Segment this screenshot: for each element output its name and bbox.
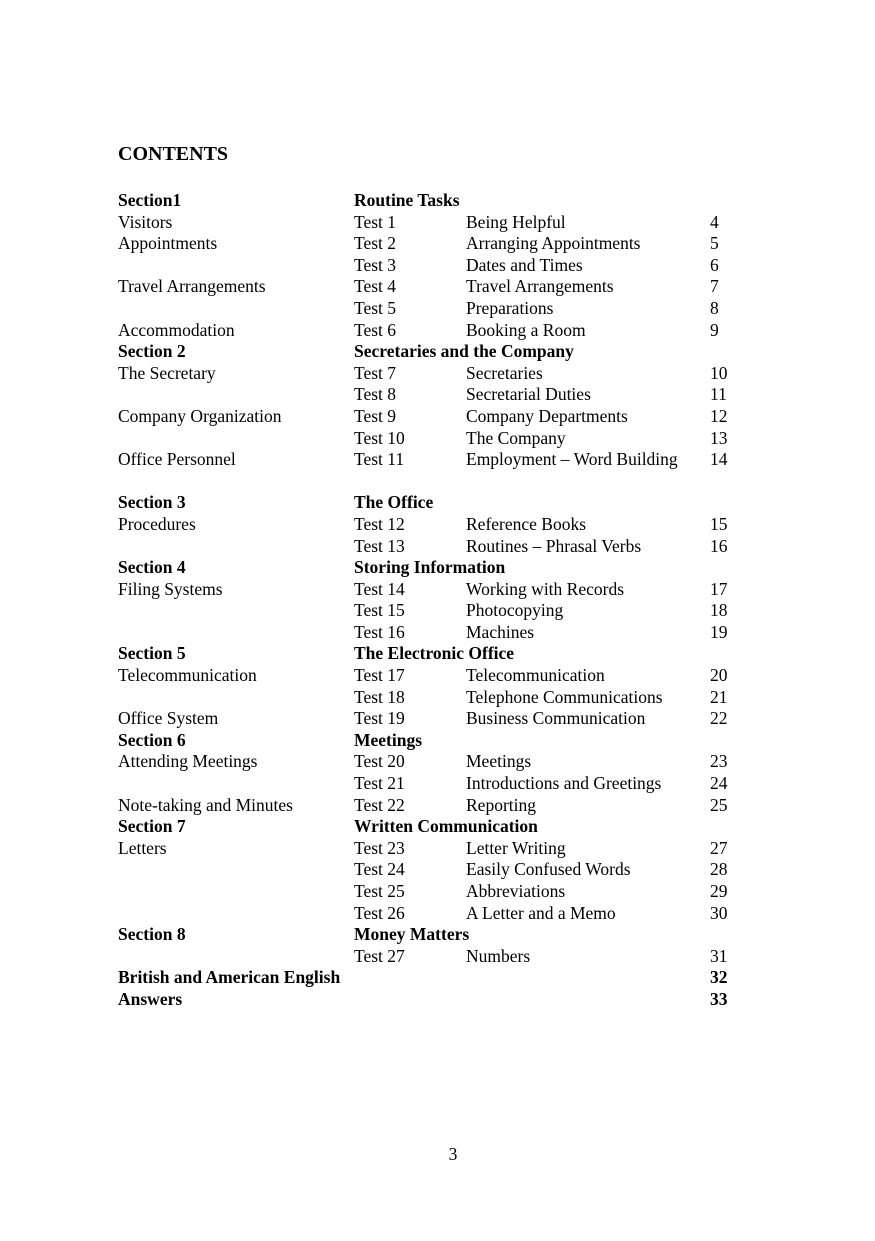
toc-entry-row: [118, 363, 758, 385]
page-ref: 27: [710, 837, 728, 858]
section-title: Meetings: [354, 729, 423, 750]
toc-entry-row: [118, 795, 758, 817]
test-title: Being Helpful: [466, 211, 566, 232]
toc-entry-row: [118, 838, 758, 860]
section-heading-row: [118, 492, 758, 514]
test-number: Test 8: [354, 384, 397, 405]
topic-label: Attending Meetings: [118, 751, 258, 772]
test-number: Test 23: [354, 837, 405, 858]
toc-entry-row: [118, 514, 758, 536]
section-title: Secretaries and the Company: [354, 341, 574, 362]
page-ref: 33: [710, 988, 728, 1009]
test-number: Test 5: [354, 297, 397, 318]
page-ref: 18: [710, 600, 728, 621]
page-ref: 23: [710, 751, 728, 772]
section-title: Routine Tasks: [354, 190, 460, 210]
page-ref: 6: [710, 254, 719, 275]
toc-entry-row: [118, 579, 758, 601]
topic-label: Visitors: [118, 211, 173, 232]
page-number: 3: [448, 1144, 458, 1164]
topic-label: Note-taking and Minutes: [118, 794, 293, 815]
section-heading-row: [118, 341, 758, 363]
test-number: Test 10: [354, 427, 405, 448]
topic-label: Travel Arrangements: [118, 276, 266, 297]
page-ref: 21: [710, 686, 728, 707]
topic-label: The Secretary: [118, 362, 216, 383]
test-title: Reporting: [466, 794, 536, 815]
section-title: The Electronic Office: [354, 643, 515, 664]
toc-entry-row: [118, 276, 758, 298]
section-title: Storing Information: [354, 557, 506, 578]
test-title: Working with Records: [466, 578, 625, 599]
page-ref: 13: [710, 427, 728, 448]
test-number: Test 21: [354, 773, 405, 794]
page-ref: 10: [710, 362, 728, 383]
appendix-title: Answers: [118, 988, 183, 1009]
test-number: Test 6: [354, 319, 397, 340]
section-title: The Office: [354, 492, 434, 513]
test-title: Telephone Communications: [466, 686, 663, 707]
toc-entry-row: [118, 600, 758, 622]
test-title: Arranging Appointments: [466, 233, 641, 254]
page-ref: 11: [710, 384, 727, 405]
page-ref: 16: [710, 535, 728, 556]
test-title: Dates and Times: [466, 254, 583, 275]
section-label: Section 6: [118, 729, 186, 750]
page-ref: 17: [710, 578, 728, 599]
test-number: Test 1: [354, 211, 397, 232]
page-ref: 24: [710, 773, 728, 794]
page-ref: 8: [710, 297, 719, 318]
test-title: Abbreviations: [466, 881, 566, 901]
section-heading-row: [118, 816, 758, 838]
test-title: Introductions and Greetings: [466, 773, 662, 794]
section-heading-row: [118, 643, 758, 665]
test-title: Employment – Word Building: [466, 449, 678, 470]
section-title: Money Matters: [354, 924, 470, 945]
test-number: Test 2: [354, 233, 397, 254]
section-heading-row: [118, 190, 758, 212]
page-title: CONTENTS: [118, 143, 229, 165]
section-title: Written Communication: [354, 816, 538, 837]
page-ref: 31: [710, 945, 728, 966]
page-ref: 15: [710, 513, 728, 534]
test-number: Test 15: [354, 600, 405, 621]
toc-entry-row: [118, 881, 758, 903]
test-number: Test 25: [354, 881, 405, 901]
page-ref: 28: [710, 859, 728, 880]
toc-entry-row: [118, 536, 758, 558]
topic-label: Office Personnel: [118, 449, 236, 470]
section-label: Section 4: [118, 557, 186, 578]
toc-entry-row: [118, 751, 758, 773]
test-number: Test 7: [354, 362, 397, 383]
page-ref: 32: [710, 967, 728, 988]
test-number: Test 14: [354, 578, 405, 599]
test-title: Preparations: [466, 297, 554, 318]
page-ref: 7: [710, 276, 719, 297]
toc-entry-row: [118, 449, 758, 492]
test-title: Routines – Phrasal Verbs: [466, 535, 642, 556]
toc-entry-row: [118, 946, 758, 968]
test-title: Travel Arrangements: [466, 276, 614, 297]
appendix-row: [118, 967, 758, 989]
toc-entry-row: [118, 428, 758, 450]
test-number: Test 16: [354, 621, 405, 642]
page-ref: 22: [710, 708, 728, 729]
page-ref: 5: [710, 233, 719, 254]
test-title: Telecommunication: [466, 665, 605, 686]
toc-entry-row: [118, 233, 758, 255]
table-of-contents: [118, 190, 758, 1011]
section-label: Section 7: [118, 816, 186, 837]
toc-entry-row: [118, 255, 758, 277]
test-number: Test 9: [354, 405, 397, 426]
topic-label: Letters: [118, 837, 167, 858]
test-title: Letter Writing: [466, 837, 566, 858]
test-title: Reference Books: [466, 513, 587, 534]
page-ref: 4: [710, 211, 719, 232]
test-number: Test 13: [354, 535, 405, 556]
test-number: Test 19: [354, 708, 405, 729]
section-label: Section1: [118, 190, 182, 210]
topic-label: Company Organization: [118, 405, 282, 426]
section-heading-row: [118, 730, 758, 752]
topic-label: Telecommunication: [118, 665, 257, 686]
test-title: A Letter and a Memo: [466, 902, 616, 923]
test-title: Business Communication: [466, 708, 646, 729]
section-label: Section 3: [118, 492, 186, 513]
section-heading-row: [118, 924, 758, 946]
test-number: Test 4: [354, 276, 397, 297]
toc-entry-row: [118, 384, 758, 406]
topic-label: Office System: [118, 708, 219, 729]
toc-entry-row: [118, 622, 758, 644]
topic-label: Filing Systems: [118, 578, 223, 599]
test-number: Test 27: [354, 945, 405, 966]
test-number: Test 22: [354, 794, 405, 815]
page-ref: 14: [710, 449, 728, 470]
test-title: Easily Confused Words: [466, 859, 631, 880]
page-ref: 30: [710, 902, 728, 923]
appendix-title: British and American English: [118, 967, 341, 988]
topic-label: Accommodation: [118, 319, 235, 340]
test-title: Booking a Room: [466, 319, 586, 340]
toc-entry-row: [118, 320, 758, 342]
test-title: Meetings: [466, 751, 532, 772]
test-number: Test 11: [354, 449, 405, 470]
test-number: Test 12: [354, 513, 405, 534]
test-title: Secretaries: [466, 362, 543, 383]
appendix-row: [118, 989, 758, 1011]
test-title: Machines: [466, 621, 535, 642]
page-ref: 12: [710, 405, 728, 426]
page-ref: 25: [710, 794, 728, 815]
test-number: Test 18: [354, 686, 405, 707]
topic-label: Appointments: [118, 233, 218, 254]
test-number: Test 17: [354, 665, 405, 686]
page-ref: 20: [710, 665, 728, 686]
topic-label: Procedures: [118, 513, 196, 534]
test-title: Photocopying: [466, 600, 564, 621]
page-ref: 29: [710, 881, 728, 901]
section-label: Section 8: [118, 924, 186, 945]
toc-entry-row: [118, 212, 758, 234]
toc-entry-row: [118, 687, 758, 709]
toc-entry-row: [118, 859, 758, 881]
test-number: Test 3: [354, 254, 397, 275]
section-label: Section 2: [118, 341, 186, 362]
section-label: Section 5: [118, 643, 186, 664]
toc-entry-row: [118, 665, 758, 687]
toc-entry-row: [118, 903, 758, 925]
test-title: Numbers: [466, 945, 531, 966]
page-ref: 9: [710, 319, 719, 340]
test-title: Secretarial Duties: [466, 384, 591, 405]
section-heading-row: [118, 557, 758, 579]
test-number: Test 26: [354, 902, 405, 923]
toc-entry-row: [118, 773, 758, 795]
test-title: The Company: [466, 427, 566, 448]
test-number: Test 20: [354, 751, 405, 772]
toc-entry-row: [118, 298, 758, 320]
toc-entry-row: [118, 708, 758, 730]
toc-entry-row: [118, 406, 758, 428]
test-number: Test 24: [354, 859, 405, 880]
page-ref: 19: [710, 621, 728, 642]
test-title: Company Departments: [466, 405, 628, 426]
